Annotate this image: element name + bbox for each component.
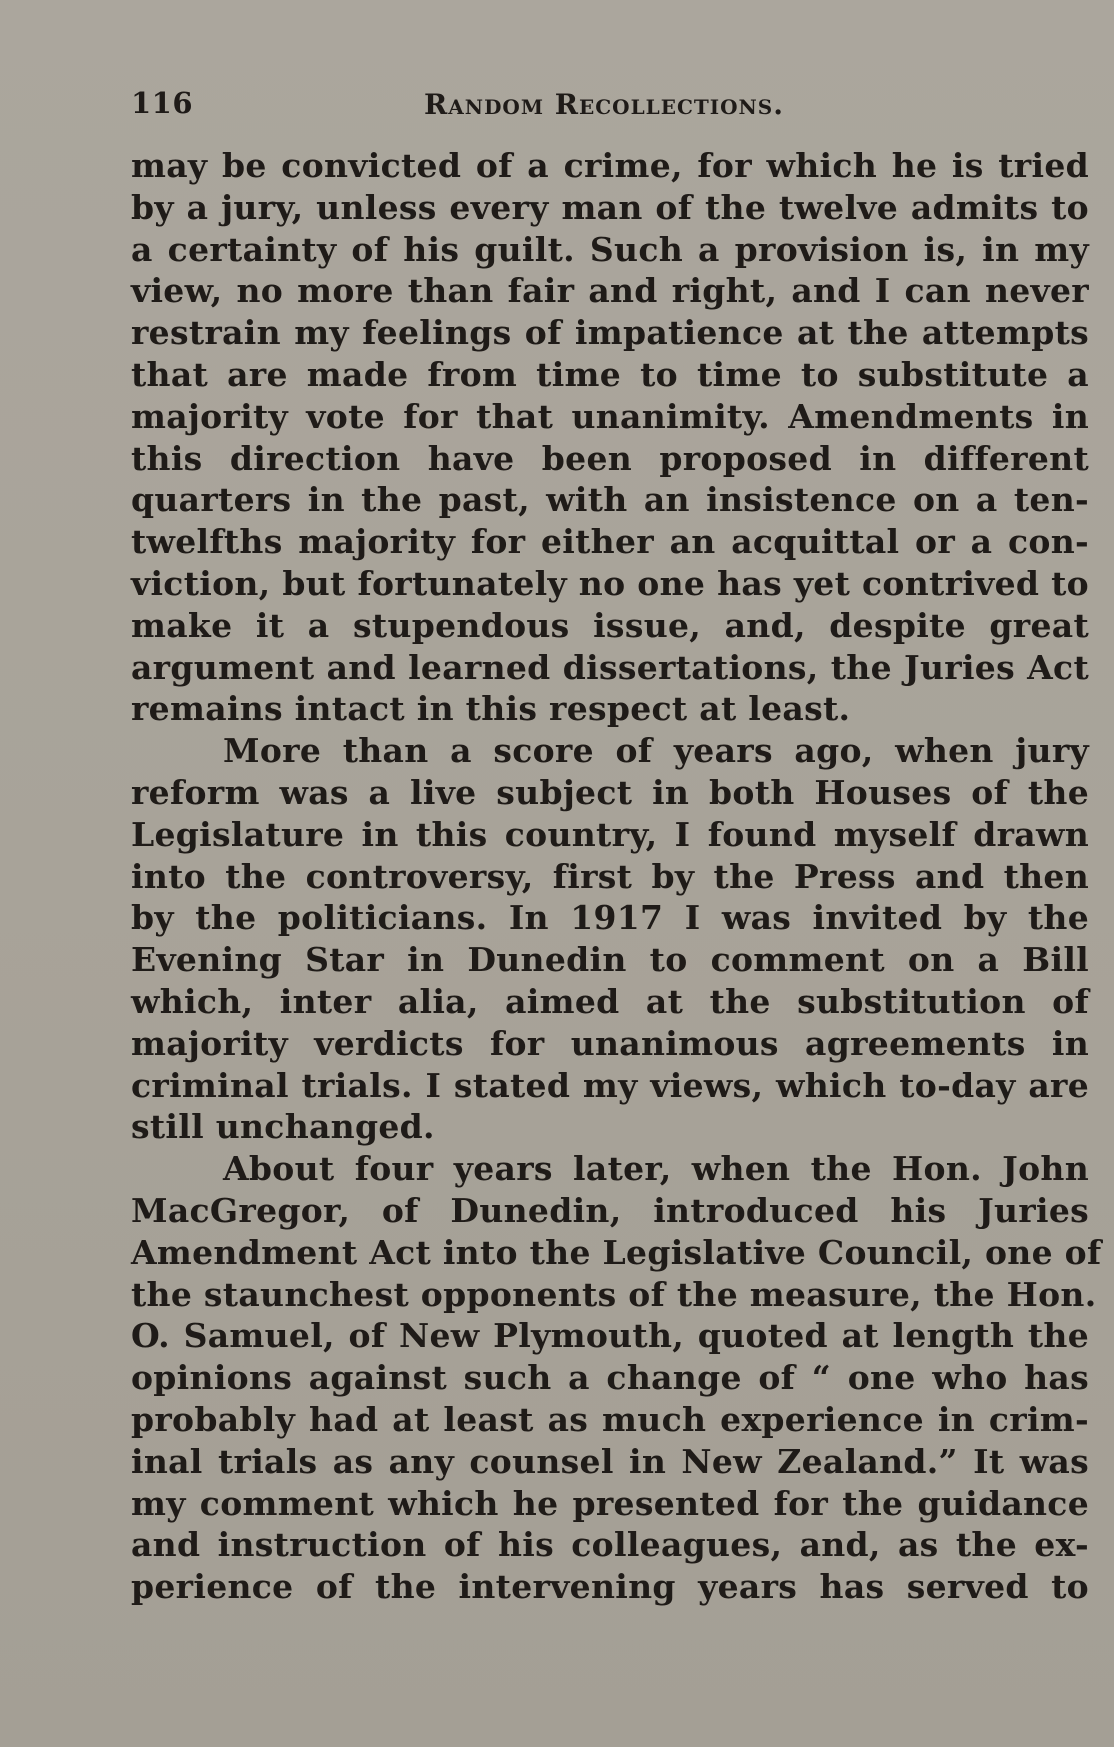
body-text xyxy=(131,145,1102,1608)
text-line: by a jury, unless every man of the twelve admits to xyxy=(131,187,1089,227)
text-line: make it a stupendous issue, and, despite great xyxy=(131,605,1089,645)
text-line: restrain my feelings of impatience at the attempts xyxy=(131,313,1089,353)
text-line: Legislature in this country, I found myself drawn xyxy=(131,814,1089,854)
paragraph xyxy=(131,1148,1102,1608)
text-line: twelfths majority for either an acquittal or a con- xyxy=(131,522,1089,562)
text-line: which, inter alia, aimed at the substitution of xyxy=(131,981,1089,1021)
text-line: About four years later, when the Hon. John xyxy=(223,1149,1089,1189)
text-line: probably had at least as much experience in crim- xyxy=(131,1399,1089,1439)
text-line: still unchanged. xyxy=(131,1107,435,1147)
paragraph xyxy=(131,730,1089,1148)
text-line: by the politicians. In 1917 I was invited by the xyxy=(131,898,1089,938)
text-line: criminal trials. I stated my views, which to-day are xyxy=(131,1065,1089,1105)
text-line: opinions against such a change of “ one who has xyxy=(131,1358,1089,1398)
text-line: may be convicted of a crime, for which he is tried xyxy=(131,146,1089,185)
text-line: majority vote for that unanimity. Amendments in xyxy=(131,396,1089,436)
running-head: Random Recollections. xyxy=(424,88,784,121)
text-line: Amendment Act into the Legislative Council, one of xyxy=(131,1232,1102,1272)
page-header xyxy=(131,86,1089,126)
text-line: remains intact in this respect at least. xyxy=(131,689,851,729)
text-line: viction, but fortunately no one has yet contrived to xyxy=(131,563,1089,603)
text-line: into the controversy, first by the Press and then xyxy=(131,856,1089,896)
text-line: inal trials as any counsel in New Zealand.” It was xyxy=(131,1441,1089,1481)
text-line: my comment which he presented for the guidance xyxy=(131,1483,1089,1523)
text-line: this direction have been proposed in different xyxy=(131,438,1089,478)
text-line: argument and learned dissertations, the Juries Act xyxy=(131,647,1089,687)
text-line: MacGregor, of Dunedin, introduced his Juries xyxy=(131,1190,1089,1230)
text-line: quarters in the past, with an insistence on a ten- xyxy=(131,480,1089,520)
text-line: and instruction of his colleagues, and, as the ex- xyxy=(131,1525,1089,1565)
text-line: perience of the intervening years has served to xyxy=(131,1567,1089,1607)
text-line: view, no more than fair and right, and I can never xyxy=(131,271,1089,311)
text-line: the staunchest opponents of the measure, the Hon. xyxy=(131,1274,1097,1314)
text-line: More than a score of years ago, when jury xyxy=(223,731,1089,771)
text-line: a certainty of his guilt. Such a provision is, in my xyxy=(131,229,1089,269)
text-line: reform was a live subject in both Houses of the xyxy=(131,772,1089,812)
text-line: O. Samuel, of New Plymouth, quoted at length the xyxy=(131,1316,1089,1356)
text-line: that are made from time to time to substitute a xyxy=(131,354,1089,394)
page-number: 116 xyxy=(131,86,194,120)
paragraph xyxy=(131,145,1089,730)
text-line: majority verdicts for unanimous agreements in xyxy=(131,1023,1089,1063)
text-line: Evening Star in Dunedin to comment on a Bill xyxy=(131,940,1089,980)
